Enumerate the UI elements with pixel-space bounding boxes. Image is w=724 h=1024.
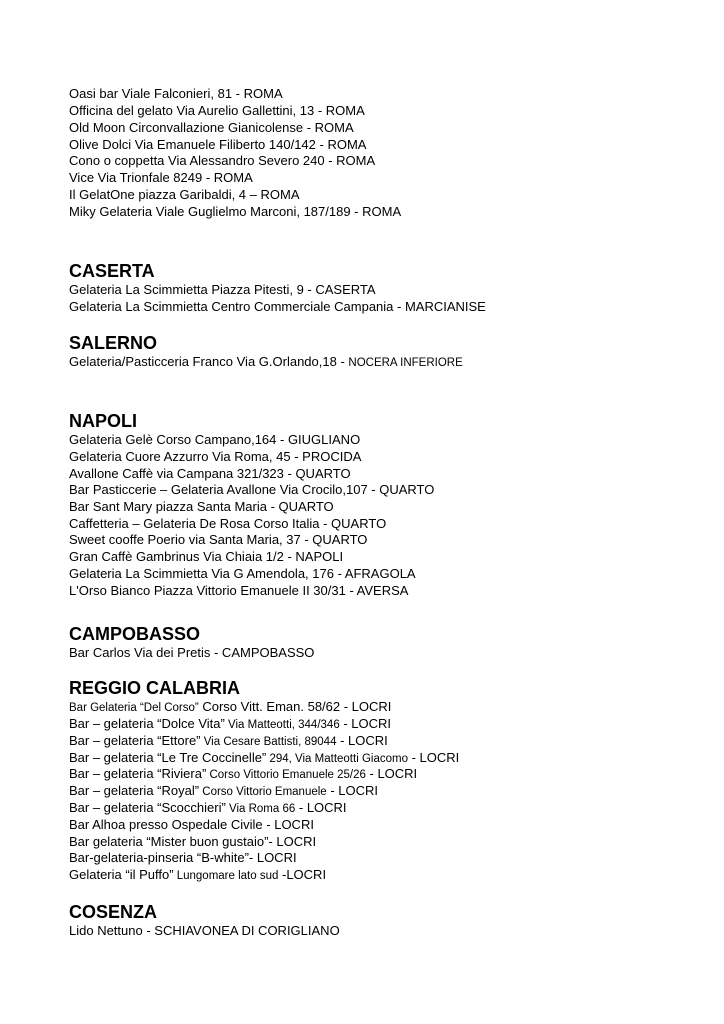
list-item-location: - LOCRI xyxy=(365,766,418,781)
list-item-text: Bar Gelateria “Del Corso” xyxy=(69,702,199,714)
list-item-location: NOCERA INFERIORE xyxy=(348,357,463,369)
list-item-text: Bar – gelateria “Riviera” xyxy=(69,766,207,781)
list-item xyxy=(69,716,391,733)
list-item-text: Bar – gelateria “Le Tre Coccinelle” xyxy=(69,750,267,765)
list-item-location: - LOCRI xyxy=(326,783,378,798)
list-item-address: Corso Vittorio Emanuele xyxy=(199,786,327,798)
list-item: Gelateria La Scimmietta Piazza Pitesti, 9 - CASERTA xyxy=(69,282,376,297)
list-item xyxy=(69,783,378,800)
list-item: L'Orso Bianco Piazza Vittorio Emanuele II 30/31 - AVERSA xyxy=(69,583,409,598)
list-item: Cono o coppetta Via Alessandro Severo 240 - ROMA xyxy=(69,153,376,168)
list-item: Gelateria La Scimmietta Centro Commerciale Campania - MARCIANISE xyxy=(69,299,486,314)
list-item-address: Via Cesare Battisti, 89044 xyxy=(200,736,337,748)
list-item xyxy=(69,750,459,767)
list-item-location: -LOCRI xyxy=(278,867,327,882)
list-item-address: Corso Vittorio Emanuele 25/26 xyxy=(206,769,366,781)
list-item: Oasi bar Viale Falconieri, 81 - ROMA xyxy=(69,86,283,101)
list-item: Avallone Caffè via Campana 321/323 - QUARTO xyxy=(69,466,351,481)
list-item-text: Gelateria “il Puffo” xyxy=(69,867,174,882)
list-item-text: Bar – gelateria “Scocchieri” xyxy=(69,800,226,815)
list-item-text: Bar – gelateria “Dolce Vita” xyxy=(69,716,225,731)
list-item: Bar Pasticcerie – Gelateria Avallone Via Crocilo,107 - QUARTO xyxy=(69,482,435,497)
list-item-text: Bar – gelateria “Royal” xyxy=(69,783,200,798)
list-item: Sweet cooffe Poerio via Santa Maria, 37 - QUARTO xyxy=(69,532,368,547)
list-item: Bar Carlos Via dei Pretis - CAMPOBASSO xyxy=(69,645,315,660)
list-item-address: Via Roma 66 xyxy=(225,803,296,815)
section-heading-reggio-calabria: REGGIO CALABRIA xyxy=(69,678,240,698)
list-item: Bar Sant Mary piazza Santa Maria - QUARTO xyxy=(69,499,334,514)
section-heading-cosenza: COSENZA xyxy=(69,902,158,922)
list-item: Miky Gelateria Viale Guglielmo Marconi, 187/189 - ROMA xyxy=(69,204,402,219)
list-item: Vice Via Trionfale 8249 - ROMA xyxy=(69,170,253,185)
list-item: Gelateria Cuore Azzurro Via Roma, 45 - PROCIDA xyxy=(69,449,362,464)
list-item: Bar Alhoa presso Ospedale Civile - LOCRI xyxy=(69,817,314,832)
list-item-location: - LOCRI xyxy=(339,716,392,731)
list-item-location: Corso Vitt. Eman. 58/62 - LOCRI xyxy=(198,699,392,714)
list-item: Old Moon Circonvallazione Gianicolense - ROMA xyxy=(69,120,354,135)
section-heading-napoli: NAPOLI xyxy=(69,411,138,431)
list-item-address: Lungomare lato sud xyxy=(173,870,279,882)
list-item: Gelateria Gelè Corso Campano,164 - GIUGLIANO xyxy=(69,432,361,447)
list-item: Olive Dolci Via Emanuele Filiberto 140/142 - ROMA xyxy=(69,137,367,152)
list-item xyxy=(69,733,388,750)
list-item-text: Gelateria/Pasticceria Franco Via G.Orlando,18 - xyxy=(69,354,349,369)
list-item: Officina del gelato Via Aurelio Gallettini, 13 - ROMA xyxy=(69,103,365,118)
section-heading-caserta: CASERTA xyxy=(69,261,155,281)
list-item: Lido Nettuno - SCHIAVONEA DI CORIGLIANO xyxy=(69,923,340,938)
list-item xyxy=(69,800,347,817)
list-item-text: Bar – gelateria “Ettore” xyxy=(69,733,201,748)
section-heading-campobasso: CAMPOBASSO xyxy=(69,624,201,644)
list-item: Il GelatOne piazza Garibaldi, 4 – ROMA xyxy=(69,187,300,202)
list-item-address: 294, Via Matteotti Giacomo xyxy=(266,753,408,765)
list-item-address: Via Matteotti, 344/346 xyxy=(224,719,340,731)
list-item xyxy=(69,699,391,716)
list-item: Bar gelateria “Mister buon gustaio”- LOCRI xyxy=(69,834,317,849)
list-item-location: - LOCRI xyxy=(336,733,388,748)
list-item: Bar-gelateria-pinseria “B-white”- LOCRI xyxy=(69,850,297,865)
list-item-location: - LOCRI xyxy=(295,800,347,815)
section-heading-salerno: SALERNO xyxy=(69,333,158,353)
list-item: Gran Caffè Gambrinus Via Chiaia 1/2 - NAPOLI xyxy=(69,549,344,564)
list-item-location: - LOCRI xyxy=(407,750,460,765)
list-item: Gelateria La Scimmietta Via G Amendola, 176 - AFRAGOLA xyxy=(69,566,416,581)
list-item xyxy=(69,766,417,783)
list-item: Caffetteria – Gelateria De Rosa Corso Italia - QUARTO xyxy=(69,516,387,531)
list-item xyxy=(69,354,463,371)
list-item xyxy=(69,867,326,884)
